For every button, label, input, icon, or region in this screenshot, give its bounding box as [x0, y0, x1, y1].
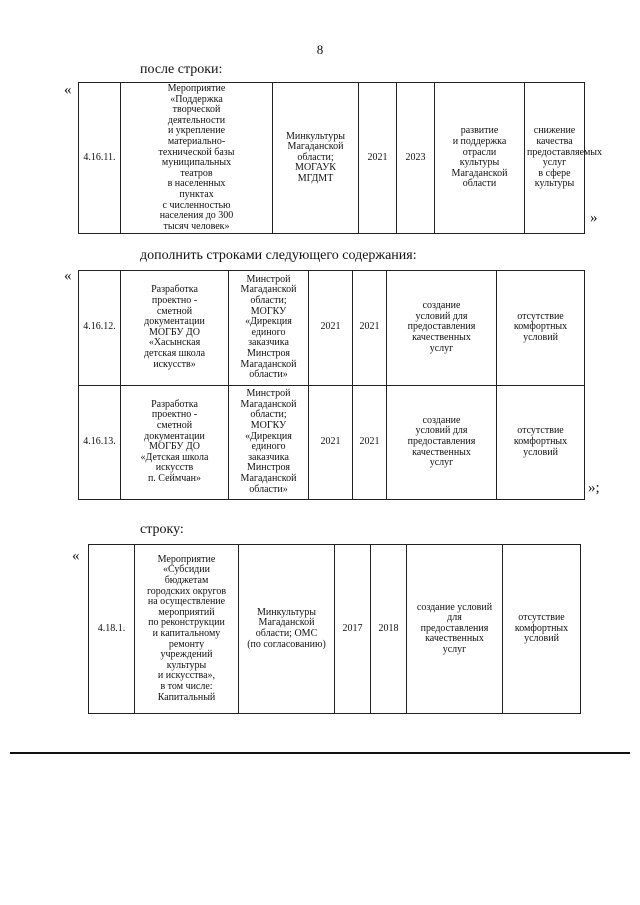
cell-goal: создание условий для предоставления качественных услуг [387, 385, 497, 500]
cell-number: 4.16.13. [79, 385, 121, 500]
cell-activity: Мероприятие «Субсидии бюджетам городских округов на осуществление мероприятий по реконструкции и капитальному ремонту учреждений культуры и искусства», в том числе: Капитальный [135, 545, 239, 714]
cell-start-year: 2021 [359, 83, 397, 234]
cell-activity: Разработка проектно - сметной документации МОГБУ ДО «Хасынская детская школа искусств» [121, 271, 229, 386]
section1-table [78, 82, 603, 234]
cell-end-year: 2018 [371, 545, 407, 714]
cell-responsible: Минкультуры Магаданской области; МОГАУК МГДМТ [273, 83, 359, 234]
cell-activity: Разработка проектно - сметной документации МОГБУ ДО «Детская школа искусств п. Сеймчан» [121, 385, 229, 500]
section3-table [88, 544, 581, 714]
cell-number: 4.16.11. [79, 83, 121, 234]
cell-start-year: 2017 [335, 545, 371, 714]
section2-heading: дополнить строками следующего содержания: [140, 248, 417, 263]
cell-responsible: Минкультуры Магаданской области; ОМС (по согласованию) [239, 545, 335, 714]
page-number: 8 [316, 42, 324, 57]
section1-heading: после строки: [140, 62, 223, 77]
cell-end-year: 2021 [353, 271, 387, 386]
cell-consequence: отсутствие комфортных условий [497, 271, 585, 386]
cell-start-year: 2021 [309, 271, 353, 386]
section1-close-quote: » [590, 210, 598, 226]
cell-consequence: отсутствие комфортных условий [503, 545, 581, 714]
cell-end-year: 2021 [353, 385, 387, 500]
cell-consequence: отсутствие комфортных условий [497, 385, 585, 500]
section2-table [78, 270, 585, 500]
cell-responsible: Минстрой Магаданской области; МОГКУ «Дирекция единого заказчика Минстроя Магаданской области» [229, 385, 309, 500]
cell-goal: развитие и поддержка отрасли культуры Магаданской области [435, 83, 525, 234]
cell-number: 4.18.1. [89, 545, 135, 714]
section2-open-quote: « [64, 268, 72, 284]
bottom-rule [10, 752, 630, 754]
cell-goal: создание условий для предоставления качественных услуг [407, 545, 503, 714]
cell-responsible: Минстрой Магаданской области; МОГКУ «Дирекция единого заказчика Минстроя Магаданской области» [229, 271, 309, 386]
cell-activity: Мероприятие «Поддержка творческой деятельности и укрепление материально- технической базы муниципальных театров в населенных пунктах с численностью населения до 300 тысяч человек» [121, 83, 273, 234]
table-row [79, 83, 585, 234]
table-row [79, 271, 585, 386]
table-row [89, 545, 581, 714]
section1-open-quote: « [64, 82, 72, 98]
cell-end-year: 2023 [397, 83, 435, 234]
section3-open-quote: « [72, 548, 80, 564]
cell-start-year: 2021 [309, 385, 353, 500]
section2-close-quote: »; [588, 480, 600, 496]
cell-number: 4.16.12. [79, 271, 121, 386]
section3-heading: строку: [140, 522, 184, 537]
table-row [79, 385, 585, 500]
cell-goal: создание условий для предоставления качественных услуг [387, 271, 497, 386]
cell-consequence: снижение качества предоставляемых услуг в сфере культуры [525, 83, 585, 234]
